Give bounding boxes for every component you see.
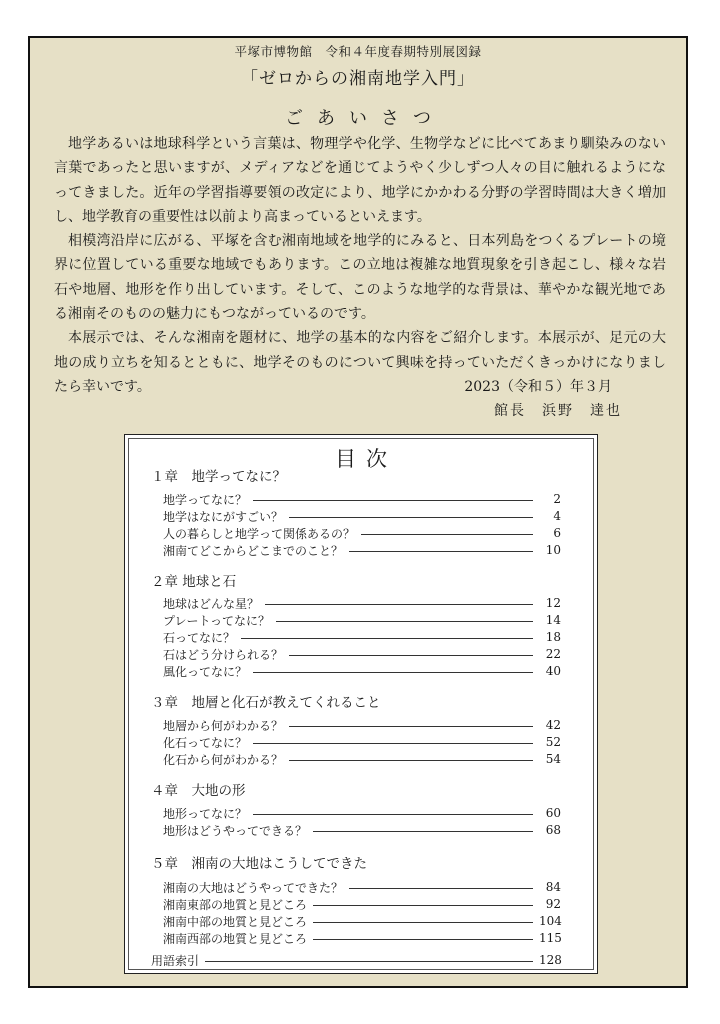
- toc-entry[interactable]: [163, 629, 561, 645]
- toc-leader-line: [313, 831, 533, 832]
- toc-leader-line: [265, 604, 533, 605]
- toc-entry-page: 92: [545, 897, 561, 911]
- toc-entry-page: 4: [553, 509, 561, 523]
- toc-entry-label: 化石から何がわかる？: [163, 752, 284, 767]
- toc-entry-label: 人の暮らしと地学って関係あるの？: [163, 526, 356, 541]
- toc-entry[interactable]: [163, 717, 561, 733]
- toc-leader-line: [289, 726, 533, 727]
- toc-entry-page: 10: [545, 543, 561, 557]
- preface-paragraph: 地学あるいは地球科学という言葉は、物理学や化学、生物学などに比べてあまり馴染みのない言葉であったと思いますが、メディアなどを通じてようやく少しずつ人々の目に触れるようになってきました。近年の学習指導要領の改定により、地学にかかわる分野の学習時間は大きく増加し、地学教育の重要性は以前より高まっているといえます。: [54, 136, 666, 225]
- toc-entry-label: 湘南西部の地質と見どころ: [163, 931, 308, 946]
- toc-index-page: 128: [539, 953, 562, 967]
- toc-entry-page: 12: [545, 596, 561, 610]
- preface-date: 2023（令和５）年３月: [464, 379, 612, 395]
- toc-leader-line: [276, 621, 533, 622]
- museum-line: 平塚市博物館 令和４年度春期特別展図録: [234, 44, 482, 59]
- toc-entry[interactable]: [163, 805, 561, 821]
- catalog-title: 「ゼロからの湘南地学入門」: [241, 69, 475, 89]
- preface-signature: 館長 浜野 達也: [494, 403, 622, 419]
- toc-entry[interactable]: [163, 491, 561, 507]
- toc-entry-page: 60: [545, 806, 561, 820]
- toc-entry-page: 84: [545, 880, 561, 894]
- toc-entry-label: 地層から何がわかる？: [163, 718, 284, 733]
- toc-entry-label: 風化ってなに？: [163, 664, 248, 679]
- toc-entry-label: 石はどう分けられる？: [163, 647, 284, 662]
- toc-entry[interactable]: [163, 663, 561, 679]
- toc-leader-line: [289, 760, 533, 761]
- toc-entry-page: 54: [545, 752, 561, 766]
- toc-entry[interactable]: [163, 913, 561, 929]
- toc-entry[interactable]: [163, 595, 561, 611]
- toc-entry-page: 18: [545, 630, 561, 644]
- table-of-contents: [124, 434, 598, 974]
- greeting-heading: ごあいさつ: [285, 108, 445, 129]
- toc-entry-page: 52: [545, 735, 561, 749]
- toc-entry[interactable]: [163, 525, 561, 541]
- toc-entry-page: 6: [553, 526, 561, 540]
- toc-frame: [128, 438, 594, 970]
- toc-leader-line: [253, 743, 533, 744]
- toc-leader-line: [253, 500, 533, 501]
- toc-entry[interactable]: [163, 612, 561, 628]
- toc-entry-page: 68: [545, 823, 561, 837]
- toc-entry-page: 42: [545, 718, 561, 732]
- document-page: [28, 36, 688, 988]
- toc-entry-page: 115: [539, 931, 562, 945]
- toc-leader-line: [289, 655, 533, 656]
- toc-entry-page: 22: [545, 647, 561, 661]
- toc-leader-line: [349, 551, 533, 552]
- toc-entry-label: 地形ってなに？: [163, 806, 248, 821]
- toc-entry-label: 地球はどんな星？: [163, 596, 260, 611]
- toc-chapter-title: ３章 地層と化石が教えてくれること: [151, 695, 381, 711]
- toc-entry-label: 地形はどうやってできる？: [163, 823, 308, 838]
- toc-leader-line: [349, 888, 533, 889]
- toc-index-label: 用語索引: [151, 953, 200, 968]
- toc-entry-label: 化石ってなに？: [163, 735, 248, 750]
- toc-leader-line: [205, 961, 533, 962]
- toc-leader-line: [241, 638, 533, 639]
- toc-entry[interactable]: [163, 508, 561, 524]
- toc-leader-line: [361, 534, 533, 535]
- toc-entry-label: 石ってなに？: [163, 630, 236, 645]
- toc-chapter-title: ４章 大地の形: [151, 783, 246, 799]
- toc-entry[interactable]: [163, 879, 561, 895]
- toc-leader-line: [313, 905, 533, 906]
- toc-entry[interactable]: [163, 896, 561, 912]
- toc-entry[interactable]: [163, 734, 561, 750]
- toc-chapter-title: ２章 地球と石: [151, 574, 237, 590]
- toc-leader-line: [313, 922, 533, 923]
- toc-entry-page: 14: [545, 613, 561, 627]
- toc-entry-page: 104: [539, 914, 562, 928]
- toc-entry-label: 湘南中部の地質と見どころ: [163, 914, 308, 929]
- toc-entry-label: プレートってなに？: [163, 613, 271, 628]
- toc-chapter-title: １章 地学ってなに？: [151, 469, 286, 485]
- toc-entry-page: 2: [553, 492, 561, 506]
- toc-leader-line: [253, 814, 533, 815]
- toc-index-entry[interactable]: [151, 952, 561, 968]
- toc-entry[interactable]: [163, 542, 561, 558]
- toc-entry-label: 地学ってなに？: [163, 492, 248, 507]
- toc-entry[interactable]: [163, 822, 561, 838]
- toc-leader-line: [289, 517, 533, 518]
- toc-leader-line: [253, 672, 533, 673]
- toc-entry-label: 湘南てどこからどこまでのこと？: [163, 543, 344, 558]
- toc-entry-page: 40: [545, 664, 561, 678]
- preface-paragraph: 本展示では、そんな湘南を題材に、地学の基本的な内容をご紹介します。本展示が、足元の大地の成り立ちを知るとともに、地学そのものについて興味を持っていただくきっかけになりましたら幸いです。: [54, 330, 666, 395]
- toc-title: 目次: [335, 447, 397, 471]
- toc-entry-label: 湘南の大地はどうやってできた？: [163, 880, 344, 895]
- toc-entry-label: 地学はなにがすごい？: [163, 509, 284, 524]
- toc-entry-label: 湘南東部の地質と見どころ: [163, 897, 308, 912]
- preface-paragraph: 相模湾沿岸に広がる、平塚を含む湘南地域を地学的にみると、日本列島をつくるプレートの境界に位置している重要な地域でもあります。この立地は複雑な地質現象を引き起こし、様々な岩石や地層、地形を作り出しています。そして、このような地学的な背景は、華やかな観光地である湘南そのものの魅力にもつながっているのです。: [54, 233, 666, 323]
- toc-chapter-title: ５章 湘南の大地はこうしてできた: [151, 856, 367, 872]
- preface-body: [54, 132, 666, 399]
- toc-entry[interactable]: [163, 930, 561, 946]
- toc-entry[interactable]: [163, 646, 561, 662]
- toc-entry[interactable]: [163, 751, 561, 767]
- toc-leader-line: [313, 939, 533, 940]
